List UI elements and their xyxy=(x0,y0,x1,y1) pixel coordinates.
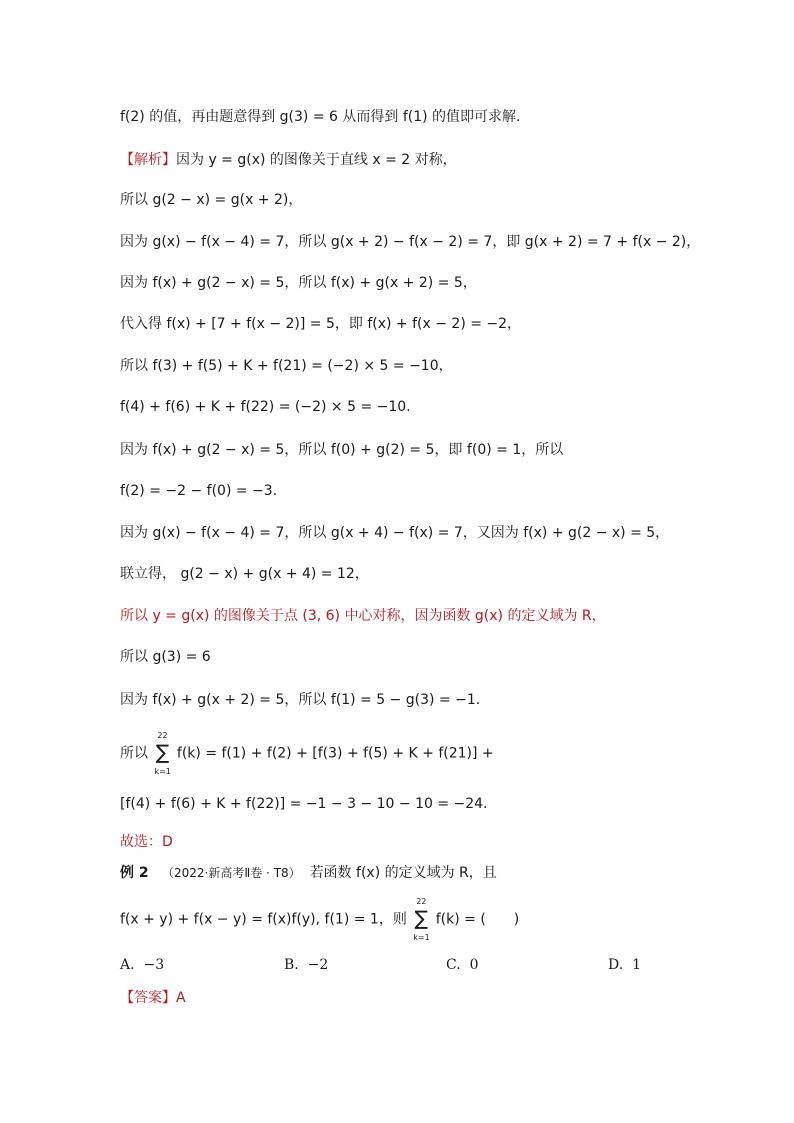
intro-line: f(2) 的值，再由题意得到 g(3) = 6 从而得到 f(1) 的值即可求解. xyxy=(120,109,521,125)
example-sigma-glyph: ∑ xyxy=(414,906,429,930)
solution-line-10: f(2) = −2 − f(0) = −3. xyxy=(120,483,278,499)
summation-upper-limit: 22 xyxy=(157,731,168,740)
solution-line-3: 所以 g(2 − x) = g(x + 2)， xyxy=(120,192,303,208)
solution-line-9: 因为 f(x) + g(2 − x) = 5，所以 f(0) + g(2) = 5，即 f(0) = 1，所以 xyxy=(120,442,564,458)
option-b xyxy=(284,957,328,973)
solution-line-13: 所以 y = g(x) 的图像关于点 (3, 6) 中心对称，因为函数 g(x) 的定义域为 R， xyxy=(120,608,606,624)
solution-line-14: 所以 g(3) = 6 xyxy=(120,649,211,665)
summation-prefix: 所以 xyxy=(120,745,148,762)
summation-line xyxy=(120,731,494,776)
example-summation-symbol xyxy=(413,897,430,942)
solution-line-4: 因为 g(x) − f(x − 4) = 7，所以 g(x + 2) − f(x − 2) = 7，即 g(x + 2) = 7 + f(x − 2)， xyxy=(120,234,701,250)
solution-line-12: 联立得， g(2 − x) + g(x + 4) = 12， xyxy=(120,566,369,582)
option-c-value: 0 xyxy=(469,957,479,973)
example-tail: f(k) = ( ) xyxy=(435,911,520,928)
solution-line-8: f(4) + f(6) + K + f(22) = (−2) × 5 = −10. xyxy=(120,399,411,415)
example-2-condition xyxy=(120,897,520,942)
example-text: 若函数 f(x) 的定义域为 R，且 xyxy=(309,865,497,881)
solution-line-17: [f(4) + f(6) + K + f(22)] = −1 − 3 − 10 − 10 = −24. xyxy=(120,796,488,812)
option-d xyxy=(608,957,641,973)
example-summation-lower: k=1 xyxy=(413,933,430,942)
option-a-value: −3 xyxy=(143,957,165,973)
option-a xyxy=(120,957,164,973)
solution-line-15: 因为 f(x) + g(x + 2) = 5，所以 f(1) = 5 − g(3) = −1. xyxy=(120,692,481,708)
example-label: 例 2 xyxy=(120,865,149,881)
option-d-value: 1 xyxy=(632,957,642,973)
option-a-label: A. xyxy=(120,957,135,973)
sigma-glyph: ∑ xyxy=(155,740,170,764)
example-source: （2022·新高考Ⅱ卷 · T8） xyxy=(161,866,301,880)
example-condition-text: f(x + y) + f(x − y) = f(x)f(y), f(1) = 1，则 xyxy=(120,911,407,928)
option-b-label: B. xyxy=(284,957,299,973)
analysis-text: 因为 y = g(x) 的图像关于直线 x = 2 对称， xyxy=(176,152,457,168)
summation-expression: f(k) = f(1) + f(2) + [f(3) + f(5) + K + f(21)] + xyxy=(176,745,494,762)
solution-line-6: 代入得 f(x) + [7 + f(x − 2)] = 5，即 f(x) + f(x − 2) = −2， xyxy=(120,316,522,332)
summation-symbol xyxy=(154,731,171,776)
example-summation-upper: 22 xyxy=(416,897,427,906)
option-d-label: D. xyxy=(608,957,624,973)
solution-line-5: 因为 f(x) + g(2 − x) = 5，所以 f(x) + g(x + 2) = 5， xyxy=(120,275,477,291)
option-c xyxy=(446,957,479,973)
option-b-value: −2 xyxy=(307,957,329,973)
analysis-start-line xyxy=(120,150,457,170)
analysis-tag: 【解析】 xyxy=(120,152,176,168)
solution-line-11: 因为 g(x) − f(x − 4) = 7，所以 g(x + 4) − f(x) = 7，又因为 f(x) + g(2 − x) = 5， xyxy=(120,525,670,541)
example-2-header xyxy=(120,863,497,883)
option-c-label: C. xyxy=(446,957,461,973)
answer-choice-line: 故选：D xyxy=(120,834,173,850)
summation-lower-limit: k=1 xyxy=(154,767,171,776)
final-answer: 【答案】A xyxy=(120,990,186,1006)
solution-line-7: 所以 f(3) + f(5) + K + f(21) = (−2) × 5 = −10， xyxy=(120,358,453,374)
